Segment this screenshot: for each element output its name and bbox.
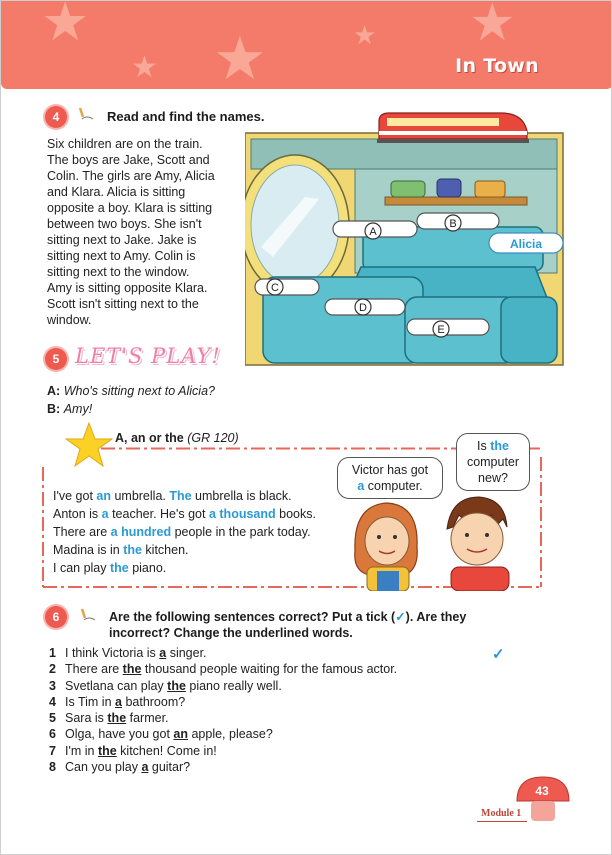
list-item: 8 Can you play a guitar? [49,760,191,775]
text-line: Colin. The girls are Amy, Alicia [47,169,215,183]
text-line: The boys are Jake, Scott and [47,153,210,167]
list-item: 3 Svetlana can play the piano really well. [49,678,282,693]
grammar-example: I've got an umbrella. The umbrella is black. [53,489,292,503]
dialogue-line [47,402,92,416]
speech-bubble-girl [337,457,443,499]
text-line: window. [47,313,92,327]
exercise-instruction: Are the following sentences correct? Put a tick (✓). Are they incorrect? Change the underlined words. [109,610,467,640]
text-line: Six children are on the train. [47,137,203,151]
list-item: 1 I think Victoria is a singer. [49,646,207,660]
bubble-text: Victor has got [351,463,429,477]
star-icon: ★ [353,21,377,51]
star-icon: ★ [41,1,90,53]
star-icon: ★ [469,1,516,53]
seat-label-e: E [437,324,445,336]
text-line: opposite a boy. Klara is sitting [47,201,213,215]
seat-label-c: C [271,282,279,294]
answer-tick-icon: ✓ [492,646,505,663]
train-svg [245,127,571,367]
list-item: 2 There are the thousand people waiting for the famous actor. [49,662,398,677]
text-line: sitting next to Jake. Jake is [47,233,197,247]
footer-line [477,821,527,822]
text-line: Amy is sitting opposite Klara. [47,281,208,295]
text-line: and Klara. Alicia is sitting [47,185,186,199]
grammar-examples [53,487,316,577]
bubble-text: new? [478,471,508,485]
speech-bubble-boy [456,433,530,491]
header-banner [1,1,612,89]
bubble-text: a computer. [357,479,423,493]
bubble-text: Is the [477,439,509,453]
page-number: 43 [535,784,549,798]
star-icon: ★ [213,24,267,89]
grammar-example: Madina is in the kitchen. [53,543,189,557]
grammar-example: Anton is a teacher. He's got a thousand books. [53,507,316,521]
page-title: In Town [455,55,539,77]
seat-label-d: D [359,302,367,314]
dialogue-answer: Amy! [63,402,93,416]
grammar-heading: A, an or the [115,431,184,445]
train-compartment-illustration [245,127,571,367]
exercise-number: 6 [45,606,67,628]
grammar-example: There are a hundred people in the park today. [53,525,311,539]
exercise-number: 4 [45,106,67,128]
star-icon: ★ [131,50,158,85]
list-item: 4 Is Tim in a bathroom? [49,694,186,709]
exercise-number: 5 [45,348,67,370]
story-text [47,136,243,328]
seat-name-alicia: Alicia [509,237,543,251]
text-line: sitting next to Amy. Colin is [47,249,196,263]
module-label: Module 1 [481,808,522,819]
text-line: sitting next to the window. [47,265,190,279]
grammar-reference: (GR 120) [187,431,239,445]
grammar-title [115,431,239,445]
list-item: 6 Olga, have you got an apple, please? [49,727,273,742]
grammar-example: I can play the piano. [53,561,167,575]
seat-label-b: B [449,218,457,230]
list-item: 7 I'm in the kitchen! Come in! [49,743,217,758]
pencil-icon [79,608,97,622]
speaker-label: A: [47,384,61,398]
speaker-label: B: [47,402,61,416]
lets-play-logo: LET'S PLAY! [75,344,221,368]
list-item: 5 Sara is the farmer. [49,711,169,726]
sentence-list [49,645,397,775]
seat-label-a: A [369,226,377,238]
dialogue-line [47,384,215,398]
children-illustration [347,485,537,591]
text-line: Scott isn't sitting next to the [47,297,199,311]
pencil-icon [77,107,95,121]
text-line: between two boys. She isn't [47,217,202,231]
bubble-text: computer [466,455,520,469]
tick-icon: ✓ [395,610,406,624]
dialogue-question: Who's sitting next to Alicia? [63,384,215,398]
exercise-instruction: Read and find the names. [107,109,265,124]
train-icon [373,109,531,145]
